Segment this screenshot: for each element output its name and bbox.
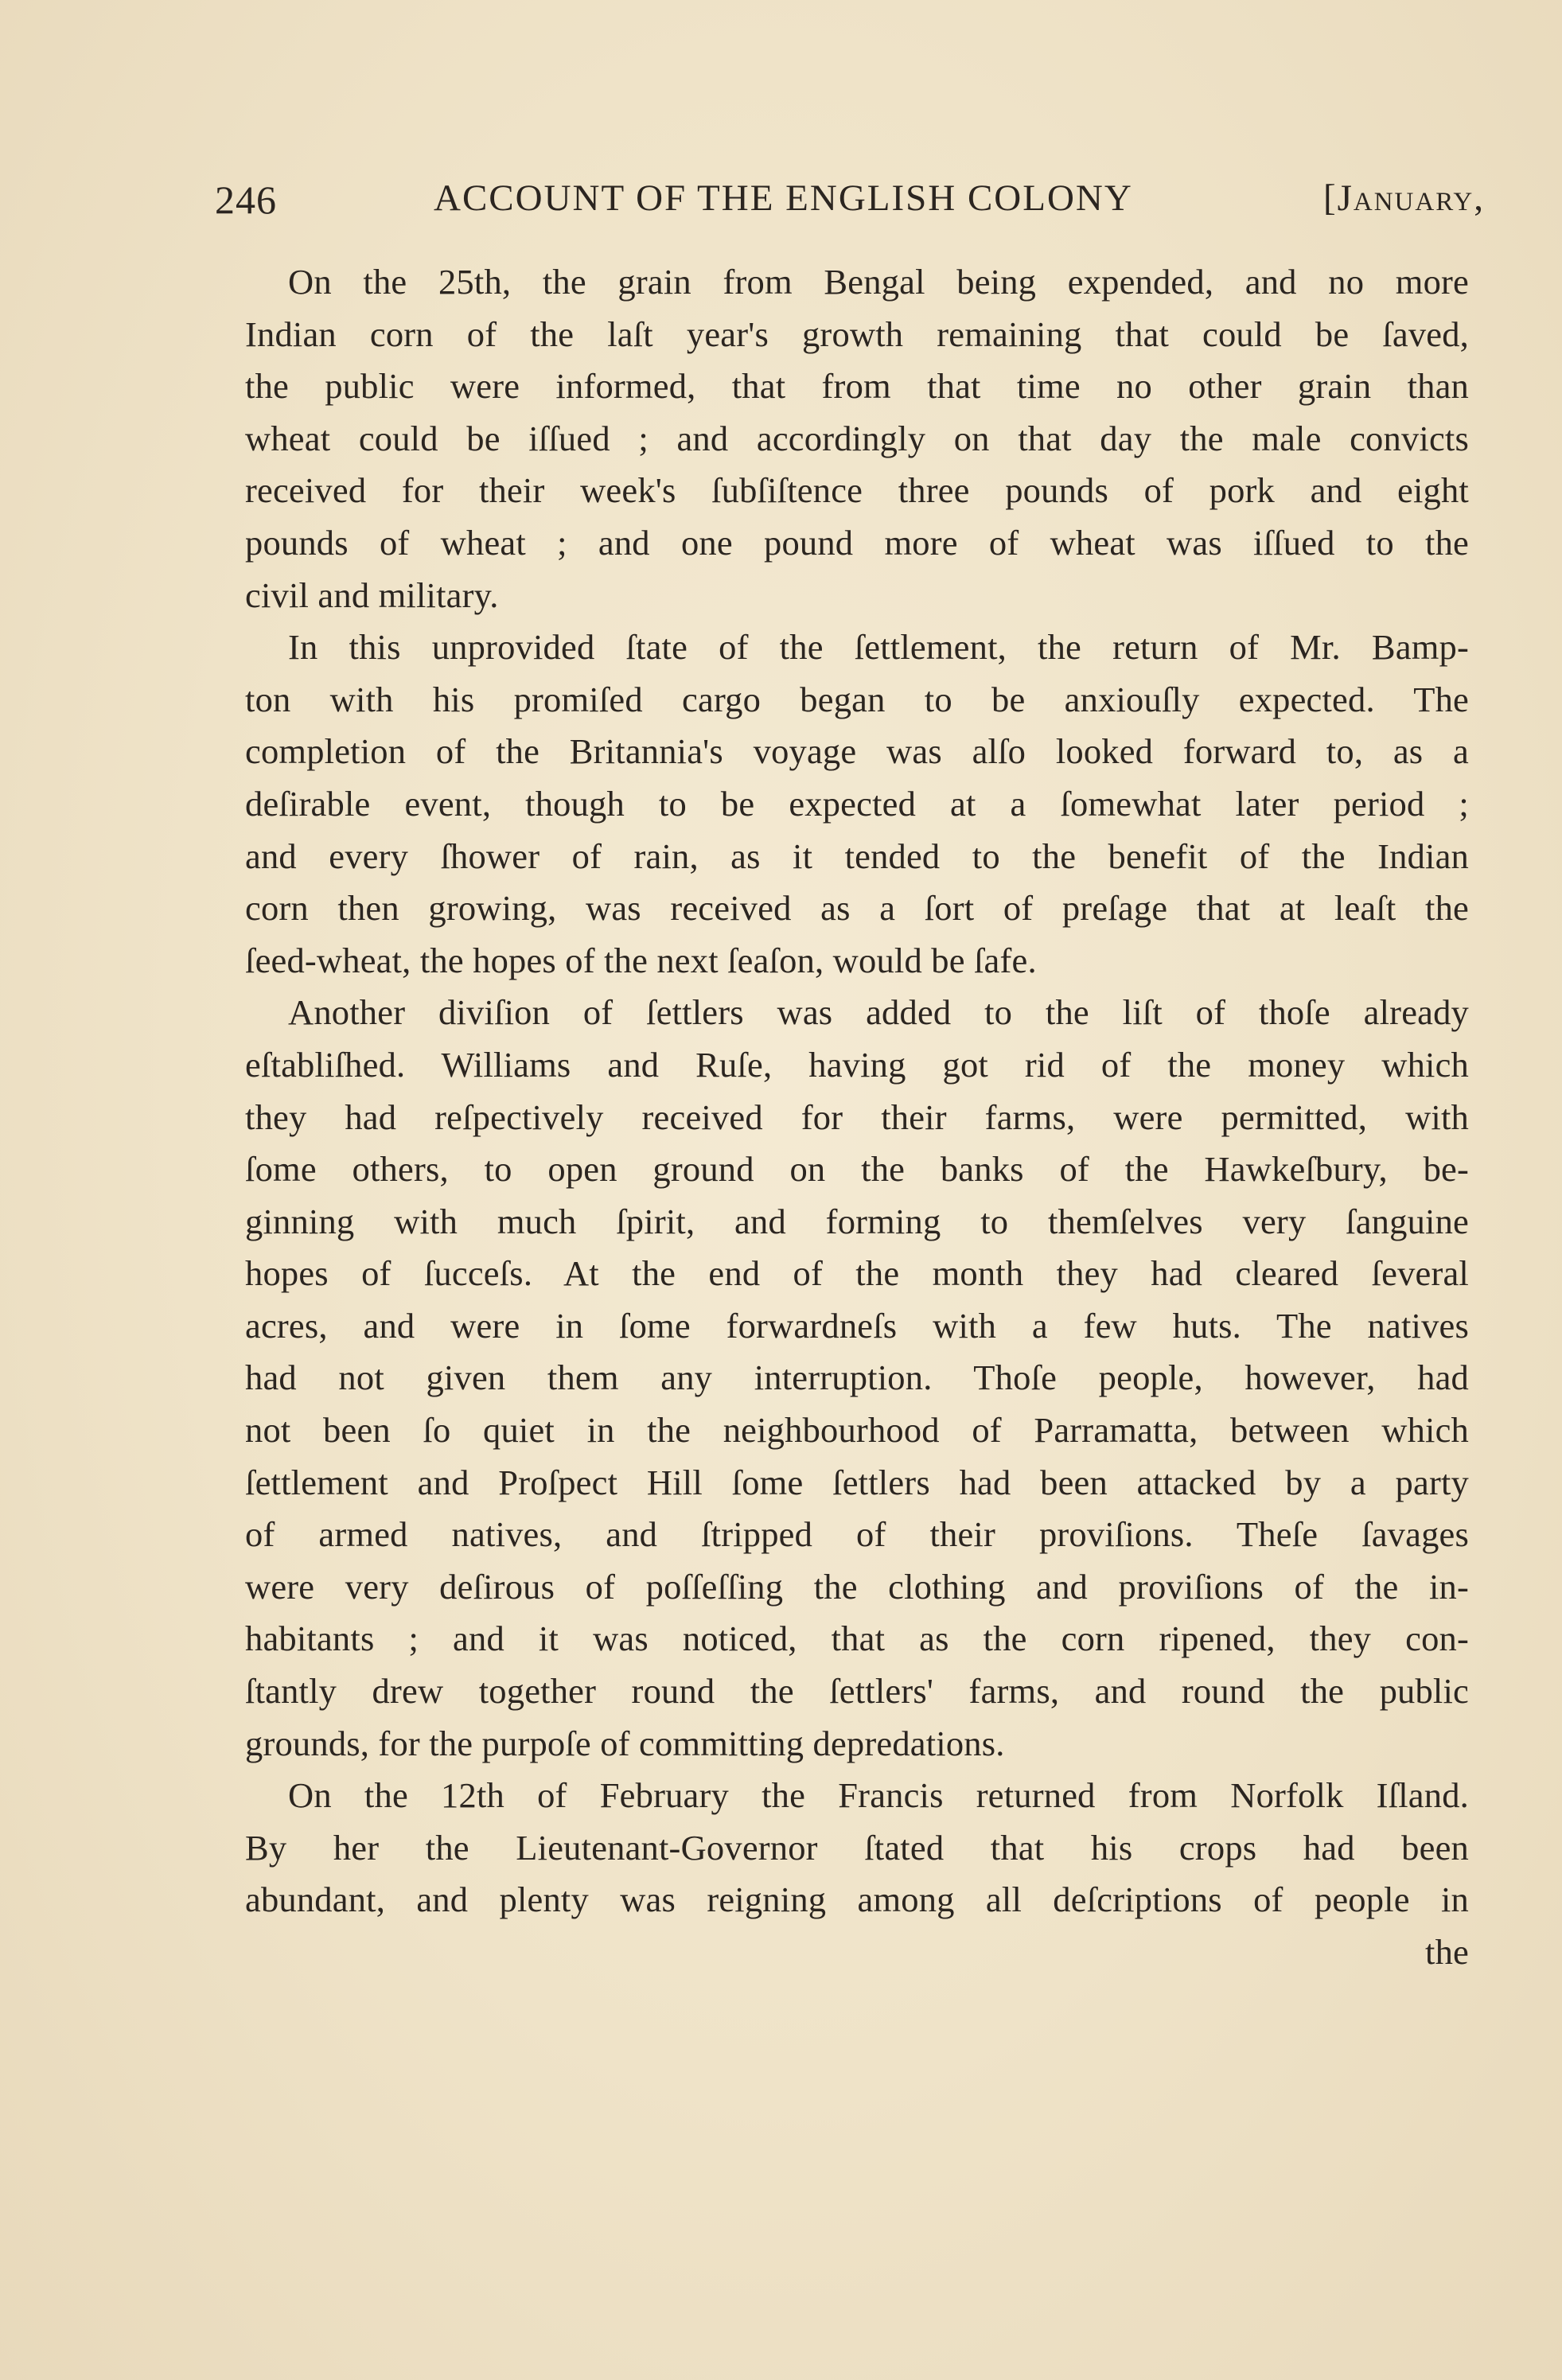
- text-line: By her the Lieutenant-Governor ſtated that his crops had been: [245, 1827, 1469, 1868]
- text-line: ſettlement and Proſpect Hill ſome ſettlers had been attacked by a party: [245, 1462, 1469, 1502]
- text-line: habitants ; and it was noticed, that as the corn ripened, they con-: [245, 1618, 1469, 1659]
- text-line: the public were informed, that from that time no other grain than: [245, 366, 1469, 407]
- text-line: abundant, and plenty was reigning among all deſcriptions of people in: [245, 1879, 1469, 1920]
- text-line: Indian corn of the laſt year's growth remaining that could be ſaved,: [245, 314, 1469, 354]
- text-line: On the 25th, the grain from Bengal being expended, and no more: [288, 262, 1469, 302]
- text-line: In this unprovided ſtate of the ſettlement, the return of Mr. Bamp-: [288, 627, 1469, 668]
- body-text: [245, 256, 1469, 1979]
- text-line: pounds of wheat ; and one pound more of wheat was iſſued to the: [245, 522, 1469, 563]
- page-number: 246: [215, 177, 277, 222]
- text-line: ton with his promiſed cargo began to be anxiouſly expected. The: [245, 679, 1469, 719]
- text-line: civil and military.: [245, 575, 499, 615]
- text-line: Another diviſion of ſettlers was added to the liſt of thoſe already: [288, 992, 1469, 1033]
- text-line: eſtabliſhed. Williams and Ruſe, having got rid of the money which: [245, 1044, 1469, 1085]
- text-line: received for their week's ſubſiſtence three pounds of pork and eight: [245, 470, 1469, 511]
- text-line: grounds, for the purpoſe of committing depredations.: [245, 1723, 1005, 1763]
- text-line: were very deſirous of poſſeſſing the clothing and proviſions of the in-: [245, 1566, 1469, 1607]
- text-line: ginning with much ſpirit, and forming to themſelves very ſanguine: [245, 1201, 1469, 1241]
- text-line: of armed natives, and ſtripped of their proviſions. Theſe ſavages: [245, 1514, 1469, 1555]
- running-head: [215, 177, 1485, 232]
- text-line: wheat could be iſſued ; and accordingly on that day the male convicts: [245, 418, 1469, 458]
- text-line: ſeed-wheat, the hopes of the next ſeaſon, would be ſafe.: [245, 940, 1037, 980]
- text-line: had not given them any interruption. Thoſe people, however, had: [245, 1357, 1469, 1398]
- text-line: deſirable event, though to be expected at a ſomewhat later period ;: [245, 783, 1469, 824]
- text-line: not been ſo quiet in the neighbourhood of Parramatta, between which: [245, 1410, 1469, 1451]
- catchword: the: [1425, 1932, 1469, 1972]
- text-line: and every ſhower of rain, as it tended to the benefit of the Indian: [245, 836, 1469, 876]
- text-line: they had reſpectively received for their farms, were permitted, with: [245, 1097, 1469, 1137]
- text-line: completion of the Britannia's voyage was alſo looked forward to, as a: [245, 731, 1469, 772]
- running-head-date: [January,: [1322, 177, 1485, 219]
- text-line: hopes of ſucceſs. At the end of the month they had cleared ſeveral: [245, 1253, 1469, 1294]
- text-line: ſtantly drew together round the ſettlers' farms, and round the public: [245, 1671, 1469, 1712]
- text-line: On the 12th of February the Francis returned from Norfolk Iſland.: [288, 1775, 1469, 1816]
- running-head-title: ACCOUNT OF THE ENGLISH COLONY: [434, 177, 1133, 219]
- text-line: corn then growing, was received as a ſort of preſage that at leaſt the: [245, 888, 1469, 929]
- text-line: acres, and were in ſome forwardneſs with a few huts. The natives: [245, 1305, 1469, 1346]
- text-line: ſome others, to open ground on the banks of the Hawkeſbury, be-: [245, 1149, 1469, 1190]
